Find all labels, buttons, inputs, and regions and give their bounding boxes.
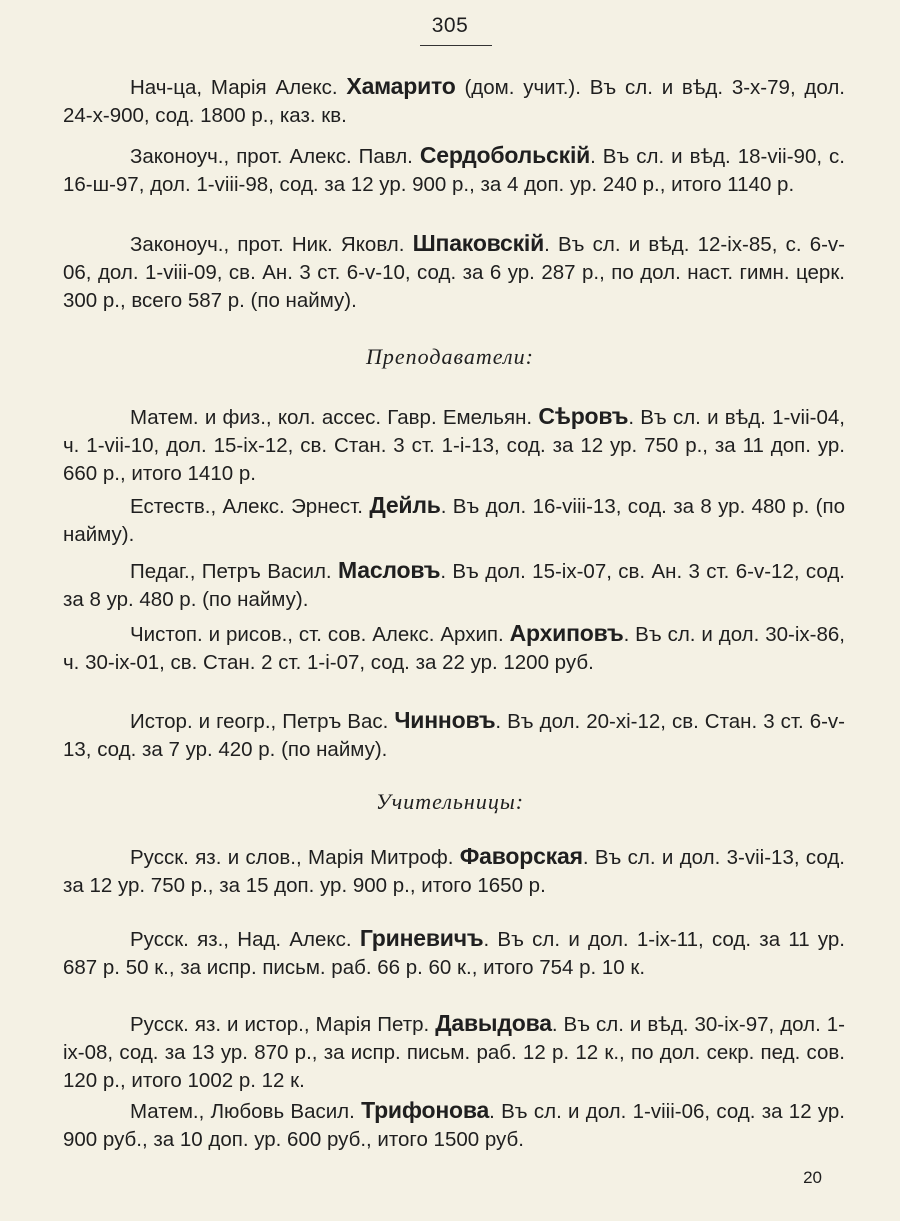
surname: Дейль (369, 492, 441, 518)
entry-serov (63, 402, 845, 488)
section-heading-female-teachers: Учительницы: (375, 789, 525, 814)
entry-serdobolsky (63, 141, 845, 199)
surname: Хамарито (346, 73, 456, 99)
entry-text: Русск. яз. и слов., Марія Митроф. (130, 846, 460, 869)
surname: Сердобольскій (419, 142, 591, 168)
entry-text: . Въ сл. и дол. 1-viii-06, сод. за 12 ур. 900 руб., за 10 доп. ур. 600 руб., итого 1500 руб. (63, 1100, 845, 1151)
surname: Фаворская (459, 843, 583, 869)
entry-text: . Въ сл. и вѣд. 12-ix-85, с. 6-v-06, дол. 1-viii-09, св. Ан. 3 ст. 6-v-10, сод. за 6 ур. 287 р., по дол. наст. гимн. церк. 300 р., всего 587 р. (по найму). (63, 233, 845, 312)
entry-text: . Въ дол. 20-xi-12, св. Стан. 3 ст. 6-v-13, сод. за 7 ур. 420 р. (по найму). (63, 710, 845, 761)
entry-text: Матем., Любовь Васил. (130, 1100, 362, 1123)
entry-text: . Въ сл. и дол. 1-ix-11, сод. за 11 ур. 687 р. 50 к., за испр. письм. раб. 66 р. 60 к., итого 754 р. 10 к. (63, 928, 845, 979)
entry-text: . Въ сл. и вѣд. 18-vii-90, с. 16-ш-97, дол. 1-viii-98, сод. за 12 ур. 900 р., за 4 доп. ур. 240 р., итого 1140 р. (63, 145, 845, 196)
entry-davydova (63, 1009, 845, 1095)
section-heading-teachers: Преподаватели: (366, 344, 534, 369)
surname: Давыдова (435, 1010, 552, 1036)
entry-hamarito (63, 72, 845, 130)
entry-arkhipov (63, 619, 845, 677)
entry-grinevich (63, 924, 845, 982)
entry-maslov (63, 556, 845, 614)
entry-text: . Въ сл. и вѣд. 30-ix-97, дол. 1-ix-08, сод. за 13 ур. 870 р., за испр. письм. раб. 12 р. 12 к., по дол. секр. пед. сов. 120 р., итого 1002 р. 12 к. (63, 1013, 846, 1092)
surname: Сѣровъ (538, 403, 629, 429)
entry-text: Законоуч., прот. Алекс. Павл. (130, 145, 420, 168)
entry-trifonova (63, 1096, 845, 1154)
entry-text: Русск. яз., Над. Алекс. (130, 928, 360, 951)
entry-text: Нач-ца, Марія Алекс. (130, 76, 347, 99)
page-number-rule (420, 45, 492, 46)
entry-text: Законоуч., прот. Ник. Яковл. (130, 233, 413, 256)
entry-chinnov (63, 706, 845, 764)
surname: Шпаковскій (412, 230, 545, 256)
entry-text: Истор. и геогр., Петръ Вас. (130, 710, 395, 733)
entry-text: Естеств., Алекс. Эрнест. (130, 495, 370, 518)
entry-text: (дом. учит.). Въ сл. и вѣд. 3-х-79, дол. 24-х-900, сод. 1800 р., каз. кв. (63, 76, 845, 127)
surname: Масловъ (338, 557, 441, 583)
entry-text: . Въ дол. 15-ix-07, св. Ан. 3 ст. 6-v-12, сод. за 8 ур. 480 р. (по найму). (63, 560, 845, 611)
surname: Гриневичъ (359, 925, 484, 951)
entry-text: . Въ дол. 16-viii-13, сод. за 8 ур. 480 р. (по найму). (63, 495, 845, 546)
entry-deil (63, 491, 845, 549)
entry-favorskaya (63, 842, 845, 900)
surname: Архиповъ (509, 620, 624, 646)
surname: Трифонова (361, 1097, 490, 1123)
entry-text: Русск. яз. и истор., Марія Петр. (130, 1013, 436, 1036)
entry-text: . Въ сл. и вѣд. 1-vii-04, ч. 1-vii-10, дол. 15-ix-12, св. Стан. 3 ст. 1-i-13, сод. за 12 ур. 750 р., за 11 доп. ур. 660 р., итого 1410 р. (63, 406, 845, 485)
surname: Чинновъ (394, 707, 496, 733)
entry-text: . Въ сл. и дол. 30-ix-86, ч. 30-ix-01, св. Стан. 2 ст. 1-i-07, сод. за 22 ур. 1200 руб. (63, 623, 845, 674)
entry-text: Педаг., Петръ Васил. (130, 560, 338, 583)
entry-shpakovsky (63, 229, 845, 315)
entry-text: Матем. и физ., кол. ассес. Гавр. Емельян. (130, 406, 539, 429)
page-number: 305 (431, 14, 469, 37)
printer-signature-mark: 20 (803, 1168, 822, 1187)
entry-text: Чистоп. и рисов., ст. сов. Алекс. Архип. (130, 623, 510, 646)
entry-text: . Въ сл. и дол. 3-vii-13, сод. за 12 ур. 750 р., за 15 доп. ур. 900 р., итого 1650 р. (63, 846, 845, 897)
